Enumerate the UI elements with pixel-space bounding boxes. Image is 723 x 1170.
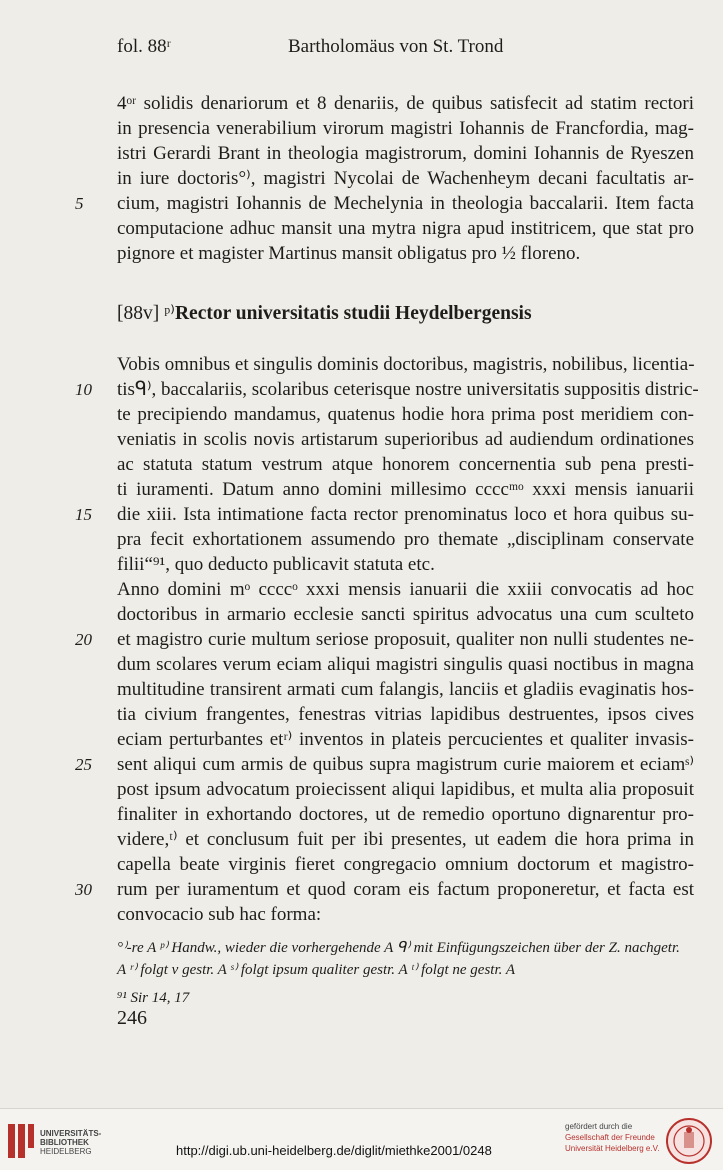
- text-line: multitudine transirent armati cum falangis, lanciis et gladiis evaginatis hos-: [117, 679, 694, 700]
- text-line: doctoribus in armario ecclesie sancti spiritus advocatus una cum sculteto: [117, 604, 694, 625]
- text-line: ti iuramenti. Datum anno domini millesimo ccccᵐᵒ xxxi mensis ianuarii: [117, 479, 694, 500]
- text-line: pignore et magister Martinus mansit obligatus pro ½ floreno.: [117, 243, 581, 264]
- line-number: 10: [75, 380, 92, 399]
- text-line: tia civium frangentes, fenestras vitrias lapidibus destruentes, ipsos cives: [117, 704, 694, 725]
- text-line: te precipiendo mandamus, quatenus hodie hora prima post meridiem con-: [117, 404, 694, 425]
- text-line: in presencia venerabilium virorum magistri Iohannis de Francfordia, mag-: [117, 118, 694, 139]
- text-line: 4ᵒʳ solidis denariorum et 8 denariis, de quibus satisfecit ad statim rectori: [117, 93, 694, 114]
- line-number: 30: [75, 880, 92, 899]
- text-line: tisᑫ⁾, baccalariis, scolaribus ceterisque nostre universitatis suppositis distric-: [117, 379, 699, 400]
- text-line: eciam perturbantes etʳ⁾ inventos in plateis percucientes et qualiter invasis-: [117, 729, 694, 750]
- digitization-footer: [0, 1108, 723, 1170]
- text-line: filii“⁹¹, quo deducto publicavit statuta etc.: [117, 554, 435, 575]
- text-line: ac statuta statum vestrum atque honorem concernentia sub pena presti-: [117, 454, 694, 475]
- text-line: capella beate virginis fieret congregacio omnium doctorum et magistro-: [117, 854, 694, 875]
- text-line: in iure doctoris°⁾, magistri Nycolai de Wachenheym decani facultatis ar-: [117, 168, 694, 189]
- library-name: UNIVERSITÄTS- BIBLIOTHEK HEIDELBERG: [40, 1129, 102, 1156]
- line-number: 25: [75, 755, 92, 774]
- text-line: cium, magistri Iohannis de Mechelynia in theologia baccalarii. Item facta: [117, 193, 694, 214]
- text-line: sent aliqui cum armis de quibus supra magistrum curie maiorem et eciamˢ⁾: [117, 754, 694, 775]
- section-title: Rector universitatis studii Heydelbergensis: [174, 303, 532, 324]
- text-line: post ipsum advocatum proiecissent aliqui lapidibus, et multa alia proposuit: [117, 779, 694, 800]
- source-footnote: ⁹¹ Sir 14, 17: [117, 990, 190, 1006]
- text-line: veniatis in scolis novis artistarum superioribus ad audiendum ordinationes: [117, 429, 694, 450]
- line-number: 15: [75, 505, 92, 524]
- section-heading: [117, 301, 532, 325]
- apparatus-footnote: °⁾-re A ᵖ⁾ Handw., wieder die vorhergehende A ᑫ⁾ mit Einfügungszeichen über der Z. nachgetr.: [117, 940, 680, 956]
- page-number: 246: [117, 1007, 147, 1029]
- text-line: dum scolares verum eciam aliqui magistri singulis quasi noctibus in magna: [117, 654, 694, 675]
- text-line: die xiii. Ista intimatione facta rector prenominatus loco et hora quibus su-: [117, 504, 694, 525]
- text-line: convocacio sub hac forma:: [117, 904, 322, 925]
- text-line: Vobis omnibus et singulis dominis doctoribus, magistris, nobilibus, licentia-: [117, 354, 695, 375]
- running-title: Bartholomäus von St. Trond: [288, 36, 504, 57]
- sponsor-text: gefördert durch die Gesellschaft der Freunde Universität Heidelberg e.V.: [565, 1122, 660, 1153]
- text-line: rum per iuramentum et quod coram eis factum proponeretur, et facta est: [117, 879, 694, 900]
- line-number: 5: [75, 194, 84, 213]
- text-line: pra fecit exhortationem assumendo pro themate „disciplinam conservate: [117, 529, 694, 550]
- line-number: 20: [75, 630, 92, 649]
- text-line: computacione adhuc mansit una mytra nigra apud institricem, que stat pro: [117, 218, 694, 239]
- permalink-url[interactable]: http://digi.ub.uni-heidelberg.de/diglit/miethke2001/0248: [176, 1143, 492, 1158]
- apparatus-footnote: A ʳ⁾ folgt v gestr. A ˢ⁾ folgt ipsum qualiter gestr. A ᵗ⁾ folgt ne gestr. A: [117, 962, 516, 978]
- library-logo-icon: [6, 1122, 36, 1160]
- text-line: finaliter in exhortando doctores, ut de remedio oportuno dignarentur pro-: [117, 804, 694, 825]
- text-line: et magistro curie multum seriose proposuit, qualiter non nulli studentes ne-: [117, 629, 694, 650]
- folio-reference: fol. 88ʳ: [117, 36, 171, 57]
- text-line: Anno domini mᵒ ccccᵒ xxxi mensis ianuarii die xxiii convocatis ad hoc: [117, 579, 694, 600]
- text-line: istri Gerardi Brant in theologia magistrorum, domini Iohannis de Ryeszen: [117, 143, 694, 164]
- folio-marker: [88v] ᵖ⁾: [117, 303, 175, 324]
- text-line: videre,ᵗ⁾ et conclusum fuit per ibi presentes, ut eadem die hora prima in: [117, 829, 694, 850]
- university-seal-icon: [665, 1117, 713, 1165]
